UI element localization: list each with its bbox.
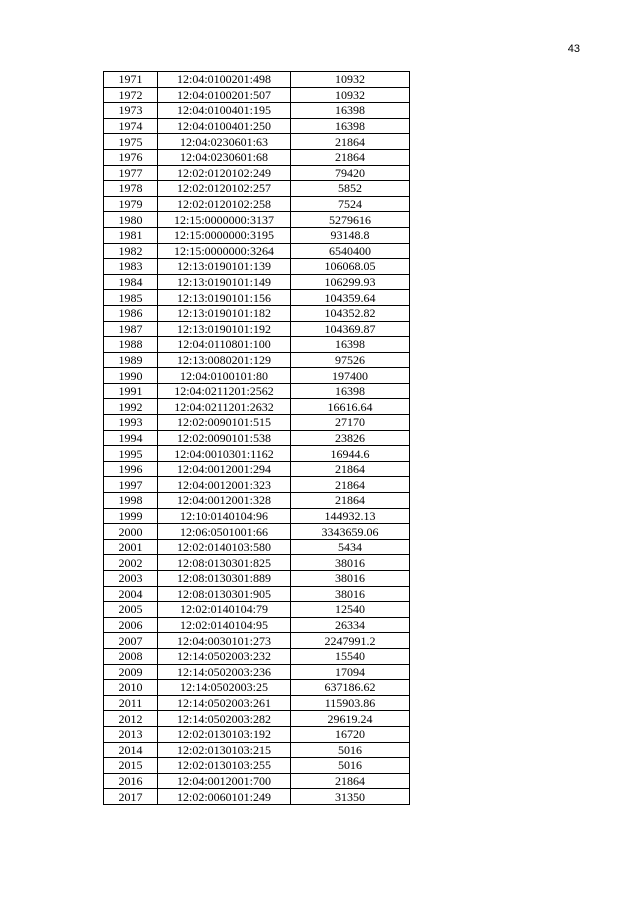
row-number-cell: 1975 — [104, 134, 158, 150]
row-number-cell: 1991 — [104, 383, 158, 399]
cadastral-number-cell: 12:04:0211201:2632 — [158, 399, 291, 415]
value-cell: 197400 — [291, 368, 410, 384]
row-number-cell: 1973 — [104, 103, 158, 119]
table-row — [104, 383, 410, 399]
cadastral-number-cell: 12:02:0130103:255 — [158, 758, 291, 774]
table-row — [104, 602, 410, 618]
table-row — [104, 118, 410, 134]
row-number-cell: 2009 — [104, 664, 158, 680]
cadastral-number-cell: 12:13:0190101:149 — [158, 274, 291, 290]
row-number-cell: 2014 — [104, 742, 158, 758]
table-row — [104, 227, 410, 243]
cadastral-number-cell: 12:04:0012001:700 — [158, 773, 291, 789]
row-number-cell: 1983 — [104, 259, 158, 275]
row-number-cell: 2002 — [104, 555, 158, 571]
data-table — [103, 71, 410, 805]
value-cell: 12540 — [291, 602, 410, 618]
table-row — [104, 212, 410, 228]
row-number-cell: 1994 — [104, 430, 158, 446]
row-number-cell: 2008 — [104, 648, 158, 664]
table-row — [104, 758, 410, 774]
table-row — [104, 368, 410, 384]
value-cell: 5852 — [291, 181, 410, 197]
table-row — [104, 149, 410, 165]
table-row — [104, 695, 410, 711]
row-number-cell: 2007 — [104, 633, 158, 649]
row-number-cell: 1993 — [104, 415, 158, 431]
row-number-cell: 1988 — [104, 337, 158, 353]
row-number-cell: 1989 — [104, 352, 158, 368]
cadastral-number-cell: 12:02:0090101:515 — [158, 415, 291, 431]
row-number-cell: 1995 — [104, 446, 158, 462]
table-row — [104, 430, 410, 446]
row-number-cell: 1981 — [104, 227, 158, 243]
table-body — [104, 72, 410, 805]
cadastral-number-cell: 12:02:0140104:95 — [158, 617, 291, 633]
table-row — [104, 259, 410, 275]
cadastral-number-cell: 12:15:0000000:3195 — [158, 227, 291, 243]
row-number-cell: 2015 — [104, 758, 158, 774]
cadastral-number-cell: 12:13:0190101:182 — [158, 305, 291, 321]
value-cell: 97526 — [291, 352, 410, 368]
value-cell: 79420 — [291, 165, 410, 181]
cadastral-number-cell: 12:04:0211201:2562 — [158, 383, 291, 399]
value-cell: 104359.64 — [291, 290, 410, 306]
cadastral-number-cell: 12:15:0000000:3264 — [158, 243, 291, 259]
value-cell: 16944.6 — [291, 446, 410, 462]
cadastral-number-cell: 12:04:0230601:63 — [158, 134, 291, 150]
value-cell: 16720 — [291, 726, 410, 742]
table-row — [104, 196, 410, 212]
value-cell: 6540400 — [291, 243, 410, 259]
table-row — [104, 648, 410, 664]
table-row — [104, 742, 410, 758]
cadastral-number-cell: 12:02:0140103:580 — [158, 539, 291, 555]
row-number-cell: 2012 — [104, 711, 158, 727]
cadastral-number-cell: 12:14:0502003:261 — [158, 695, 291, 711]
table-row — [104, 633, 410, 649]
cadastral-number-cell: 12:08:0130301:889 — [158, 571, 291, 587]
row-number-cell: 1986 — [104, 305, 158, 321]
cadastral-number-cell: 12:14:0502003:236 — [158, 664, 291, 680]
row-number-cell: 2017 — [104, 789, 158, 805]
table-row — [104, 477, 410, 493]
row-number-cell: 1977 — [104, 165, 158, 181]
row-number-cell: 1998 — [104, 493, 158, 509]
row-number-cell: 2006 — [104, 617, 158, 633]
value-cell: 38016 — [291, 571, 410, 587]
cadastral-number-cell: 12:04:0030101:273 — [158, 633, 291, 649]
value-cell: 144932.13 — [291, 508, 410, 524]
row-number-cell: 2010 — [104, 680, 158, 696]
value-cell: 104352.82 — [291, 305, 410, 321]
value-cell: 16398 — [291, 118, 410, 134]
value-cell: 106299.93 — [291, 274, 410, 290]
value-cell: 15540 — [291, 648, 410, 664]
row-number-cell: 1984 — [104, 274, 158, 290]
table-row — [104, 555, 410, 571]
cadastral-number-cell: 12:14:0502003:282 — [158, 711, 291, 727]
cadastral-number-cell: 12:02:0060101:249 — [158, 789, 291, 805]
table-row — [104, 508, 410, 524]
row-number-cell: 1990 — [104, 368, 158, 384]
cadastral-number-cell: 12:02:0120102:258 — [158, 196, 291, 212]
cadastral-number-cell: 12:02:0140104:79 — [158, 602, 291, 618]
table-row — [104, 165, 410, 181]
table-row — [104, 72, 410, 88]
row-number-cell: 1979 — [104, 196, 158, 212]
table-row — [104, 711, 410, 727]
cadastral-number-cell: 12:04:0010301:1162 — [158, 446, 291, 462]
table-row — [104, 664, 410, 680]
row-number-cell: 2000 — [104, 524, 158, 540]
table-row — [104, 617, 410, 633]
table-row — [104, 446, 410, 462]
value-cell: 5016 — [291, 742, 410, 758]
cadastral-number-cell: 12:02:0130103:215 — [158, 742, 291, 758]
cadastral-number-cell: 12:02:0120102:249 — [158, 165, 291, 181]
table-row — [104, 539, 410, 555]
row-number-cell: 1999 — [104, 508, 158, 524]
row-number-cell: 2013 — [104, 726, 158, 742]
row-number-cell: 1971 — [104, 72, 158, 88]
row-number-cell: 1974 — [104, 118, 158, 134]
value-cell: 115903.86 — [291, 695, 410, 711]
row-number-cell: 2005 — [104, 602, 158, 618]
value-cell: 23826 — [291, 430, 410, 446]
value-cell: 21864 — [291, 773, 410, 789]
cadastral-number-cell: 12:02:0090101:538 — [158, 430, 291, 446]
table-row — [104, 181, 410, 197]
value-cell: 7524 — [291, 196, 410, 212]
value-cell: 21864 — [291, 461, 410, 477]
table-row — [104, 87, 410, 103]
value-cell: 3343659.06 — [291, 524, 410, 540]
value-cell: 10932 — [291, 72, 410, 88]
cadastral-number-cell: 12:13:0080201:129 — [158, 352, 291, 368]
cadastral-number-cell: 12:08:0130301:825 — [158, 555, 291, 571]
row-number-cell: 2001 — [104, 539, 158, 555]
row-number-cell: 1980 — [104, 212, 158, 228]
value-cell: 637186.62 — [291, 680, 410, 696]
value-cell: 21864 — [291, 477, 410, 493]
table-row — [104, 524, 410, 540]
row-number-cell: 1982 — [104, 243, 158, 259]
value-cell: 16398 — [291, 103, 410, 119]
value-cell: 29619.24 — [291, 711, 410, 727]
table-row — [104, 586, 410, 602]
value-cell: 21864 — [291, 134, 410, 150]
row-number-cell: 1972 — [104, 87, 158, 103]
cadastral-number-cell: 12:04:0100101:80 — [158, 368, 291, 384]
row-number-cell: 1992 — [104, 399, 158, 415]
cadastral-number-cell: 12:06:0501001:66 — [158, 524, 291, 540]
cadastral-number-cell: 12:10:0140104:96 — [158, 508, 291, 524]
cadastral-number-cell: 12:14:0502003:25 — [158, 680, 291, 696]
table-row — [104, 103, 410, 119]
table-row — [104, 726, 410, 742]
row-number-cell: 1985 — [104, 290, 158, 306]
table-row — [104, 415, 410, 431]
cadastral-number-cell: 12:15:0000000:3137 — [158, 212, 291, 228]
table-row — [104, 243, 410, 259]
table-row — [104, 789, 410, 805]
cadastral-number-cell: 12:02:0120102:257 — [158, 181, 291, 197]
cadastral-number-cell: 12:13:0190101:139 — [158, 259, 291, 275]
row-number-cell: 1978 — [104, 181, 158, 197]
row-number-cell: 2004 — [104, 586, 158, 602]
cadastral-number-cell: 12:04:0012001:328 — [158, 493, 291, 509]
value-cell: 21864 — [291, 149, 410, 165]
value-cell: 17094 — [291, 664, 410, 680]
value-cell: 16616.64 — [291, 399, 410, 415]
value-cell: 26334 — [291, 617, 410, 633]
value-cell: 93148.8 — [291, 227, 410, 243]
table-row — [104, 680, 410, 696]
cadastral-number-cell: 12:14:0502003:232 — [158, 648, 291, 664]
page-number: 43 — [567, 43, 580, 55]
cadastral-number-cell: 12:02:0130103:192 — [158, 726, 291, 742]
cadastral-number-cell: 12:13:0190101:156 — [158, 290, 291, 306]
table-row — [104, 571, 410, 587]
table-row — [104, 337, 410, 353]
table-row — [104, 352, 410, 368]
row-number-cell: 1976 — [104, 149, 158, 165]
value-cell: 5279616 — [291, 212, 410, 228]
value-cell: 2247991.2 — [291, 633, 410, 649]
value-cell: 5016 — [291, 758, 410, 774]
cadastral-number-cell: 12:04:0100401:250 — [158, 118, 291, 134]
value-cell: 38016 — [291, 586, 410, 602]
table-row — [104, 773, 410, 789]
table-row — [104, 493, 410, 509]
cadastral-number-cell: 12:04:0012001:294 — [158, 461, 291, 477]
value-cell: 106068.05 — [291, 259, 410, 275]
table-row — [104, 461, 410, 477]
value-cell: 10932 — [291, 87, 410, 103]
row-number-cell: 1997 — [104, 477, 158, 493]
row-number-cell: 1996 — [104, 461, 158, 477]
value-cell: 16398 — [291, 337, 410, 353]
table-row — [104, 290, 410, 306]
cadastral-number-cell: 12:04:0012001:323 — [158, 477, 291, 493]
value-cell: 5434 — [291, 539, 410, 555]
row-number-cell: 1987 — [104, 321, 158, 337]
table-row — [104, 305, 410, 321]
cadastral-number-cell: 12:04:0100401:195 — [158, 103, 291, 119]
value-cell: 38016 — [291, 555, 410, 571]
cadastral-number-cell: 12:04:0230601:68 — [158, 149, 291, 165]
row-number-cell: 2016 — [104, 773, 158, 789]
table-row — [104, 321, 410, 337]
value-cell: 21864 — [291, 493, 410, 509]
row-number-cell: 2003 — [104, 571, 158, 587]
cadastral-number-cell: 12:04:0100201:498 — [158, 72, 291, 88]
table-row — [104, 399, 410, 415]
value-cell: 31350 — [291, 789, 410, 805]
table-row — [104, 134, 410, 150]
row-number-cell: 2011 — [104, 695, 158, 711]
cadastral-number-cell: 12:04:0100201:507 — [158, 87, 291, 103]
cadastral-number-cell: 12:04:0110801:100 — [158, 337, 291, 353]
table-row — [104, 274, 410, 290]
value-cell: 104369.87 — [291, 321, 410, 337]
cadastral-number-cell: 12:08:0130301:905 — [158, 586, 291, 602]
value-cell: 27170 — [291, 415, 410, 431]
value-cell: 16398 — [291, 383, 410, 399]
cadastral-number-cell: 12:13:0190101:192 — [158, 321, 291, 337]
